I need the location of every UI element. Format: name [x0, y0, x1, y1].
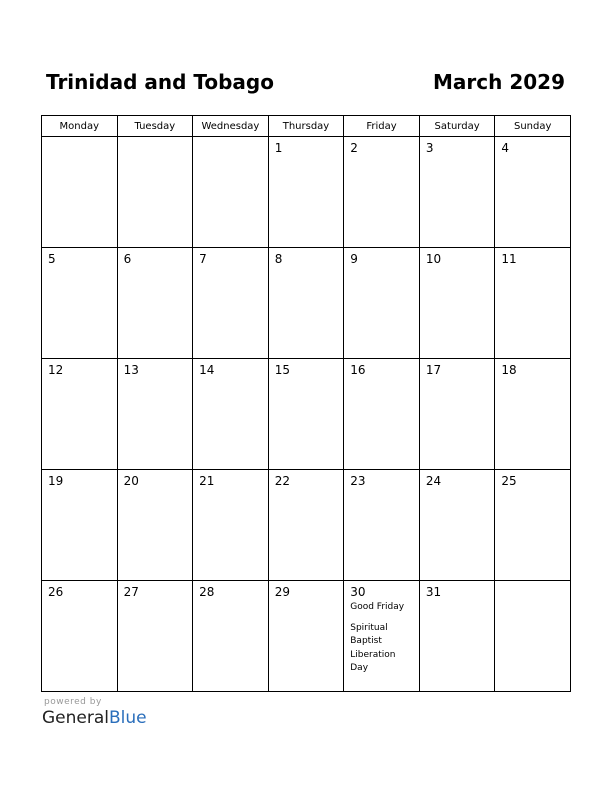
day-number: 21	[199, 474, 215, 488]
day-cell	[193, 581, 269, 692]
day-number: 29	[274, 585, 290, 599]
month-title: March 2029	[433, 70, 565, 94]
day-number: 18	[501, 363, 517, 377]
day-cell	[193, 248, 269, 359]
day-number: 5	[48, 252, 56, 266]
day-cell	[495, 248, 571, 359]
day-cell	[42, 470, 118, 581]
generalblue-logo[interactable]	[42, 708, 147, 728]
empty-day-cell	[117, 137, 193, 248]
holiday-list	[350, 601, 404, 676]
day-cell	[419, 248, 495, 359]
day-cell	[117, 359, 193, 470]
holiday-name: Liberation	[350, 649, 396, 660]
day-number: 28	[199, 585, 215, 599]
powered-by-label: powered by	[44, 697, 102, 707]
day-cell	[344, 248, 420, 359]
day-number: 27	[123, 585, 139, 599]
brand-blue-text: Blue	[109, 708, 147, 728]
calendar-grid	[41, 115, 571, 692]
day-cell	[117, 470, 193, 581]
brand-general-text: General	[42, 708, 109, 728]
day-number: 23	[350, 474, 366, 488]
day-number: 3	[425, 141, 434, 155]
day-cell	[419, 470, 495, 581]
day-cell	[117, 581, 193, 692]
day-cell	[42, 581, 118, 692]
day-number: 30	[350, 585, 366, 599]
day-cell	[419, 581, 495, 692]
day-number: 17	[425, 363, 442, 377]
day-number: 16	[350, 363, 366, 377]
day-number: 11	[501, 252, 517, 266]
day-cell	[193, 359, 269, 470]
weekday-header: Tuesday	[117, 116, 193, 137]
country-title: Trinidad and Tobago	[46, 70, 274, 94]
day-number: 7	[199, 252, 207, 266]
day-number: 2	[350, 141, 358, 155]
weekday-header: Wednesday	[193, 116, 269, 137]
day-cell	[419, 359, 495, 470]
day-number: 26	[48, 585, 64, 599]
day-number: 9	[350, 252, 358, 266]
day-number: 1	[274, 141, 283, 155]
holiday-name: Good Friday	[350, 602, 405, 612]
weekday-header-row	[42, 116, 571, 137]
day-number: 12	[48, 363, 64, 377]
day-number: 24	[425, 474, 442, 488]
week-row	[42, 248, 571, 359]
day-number: 31	[425, 585, 442, 599]
day-cell	[268, 359, 344, 470]
day-number: 22	[274, 474, 290, 488]
weekday-header: Thursday	[268, 116, 344, 137]
day-cell	[495, 470, 571, 581]
empty-day-cell	[495, 581, 571, 692]
day-number: 13	[123, 363, 139, 377]
day-cell	[344, 470, 420, 581]
day-number: 15	[274, 363, 290, 377]
day-number: 25	[501, 474, 517, 488]
weekday-header: Friday	[344, 116, 420, 137]
holiday-name: Spiritual	[350, 622, 388, 633]
week-row	[42, 359, 571, 470]
day-number: 20	[123, 474, 139, 488]
day-number: 10	[425, 252, 442, 266]
day-cell	[193, 470, 269, 581]
day-cell	[344, 137, 420, 248]
day-cell	[117, 248, 193, 359]
weekday-header: Saturday	[419, 116, 495, 137]
day-cell	[344, 581, 420, 692]
day-number: 19	[48, 474, 64, 488]
day-cell	[495, 359, 571, 470]
day-number: 14	[199, 363, 215, 377]
week-row	[42, 581, 571, 692]
day-cell	[268, 137, 344, 248]
holiday-name: Baptist	[350, 636, 382, 646]
holiday-name: Day	[350, 663, 369, 673]
weekday-header: Monday	[42, 116, 118, 137]
day-cell	[42, 248, 118, 359]
day-cell	[495, 137, 571, 248]
day-number: 6	[123, 252, 132, 266]
day-cell	[419, 137, 495, 248]
day-cell	[268, 470, 344, 581]
empty-day-cell	[193, 137, 269, 248]
day-number: 8	[274, 252, 283, 266]
week-row	[42, 137, 571, 248]
week-row	[42, 470, 571, 581]
day-cell	[344, 359, 420, 470]
day-cell	[268, 581, 344, 692]
day-cell	[268, 248, 344, 359]
empty-day-cell	[42, 137, 118, 248]
day-number: 4	[501, 141, 510, 155]
day-cell	[42, 359, 118, 470]
weekday-header: Sunday	[495, 116, 571, 137]
